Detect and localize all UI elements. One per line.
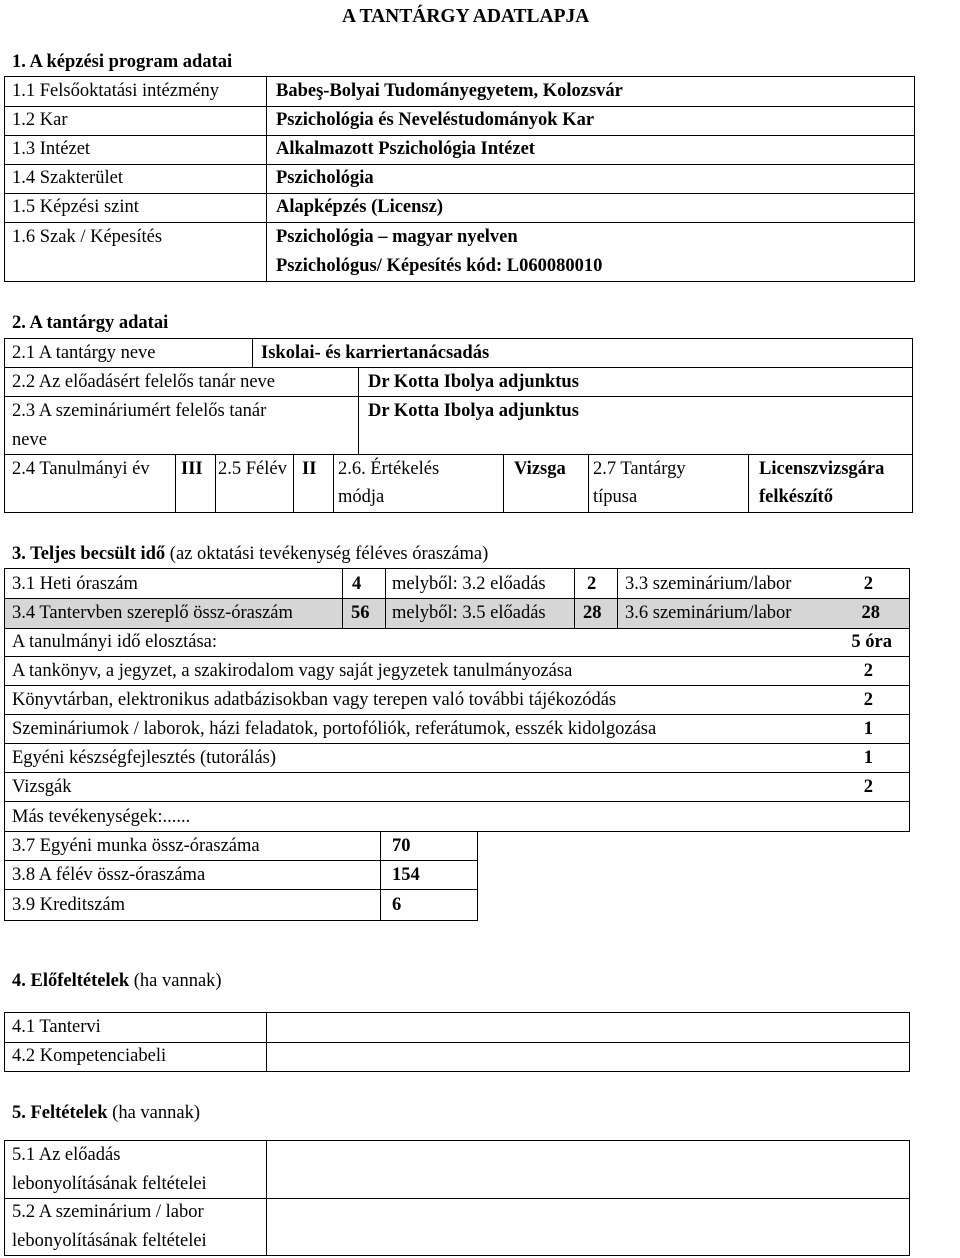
section4-heading-rest: (ha vannak)	[129, 971, 222, 991]
s3-total-hours-label: 3.4 Tantervben szereplő össz-óraszám	[12, 603, 293, 623]
s2-evaluation-value: Vizsga	[514, 459, 566, 479]
s2-subject-name-label: 2.1 A tantárgy neve	[12, 343, 156, 363]
s3-weekly-seminar-label: 3.3 szeminárium/labor	[625, 574, 792, 594]
s2-evaluation-label-2: módja	[338, 487, 385, 507]
s3-individual-hours-label: 3.7 Egyéni munka össz-óraszáma	[12, 836, 260, 856]
section2-heading: 2. A tantárgy adatai	[12, 313, 169, 333]
s3-activity-3-label: Szemináriumok / laborok, házi feladatok, portofóliók, referátumok, esszék kidolgozása	[12, 719, 657, 739]
s2-lecturer-label: 2.2 Az előadásért felelős tanár neve	[12, 372, 275, 392]
s2-semester-label-text: 2.5 Félév	[218, 460, 287, 479]
section5-heading-bold: 5. Feltételek	[12, 1103, 108, 1123]
s3-total-seminar-label: 3.6 szeminárium/labor	[625, 603, 792, 623]
s1-value-5: Alapképzés (Licensz)	[276, 197, 443, 217]
s3-weekly-hours-value: 4	[352, 574, 362, 594]
s2-type-label-2: típusa	[593, 487, 638, 507]
s3-distribution-label: A tanulmányi idő elosztása:	[12, 632, 217, 652]
s3-distribution-value: 5 óra	[851, 632, 892, 652]
s3-total-seminar-value: 28	[861, 603, 880, 623]
s4-curricular-label: 4.1 Tantervi	[12, 1017, 101, 1037]
s2-study-year-value: III	[181, 459, 203, 479]
section3-heading-rest: (az oktatási tevékenység féléves óraszáma)	[165, 544, 489, 564]
s3-individual-hours-value: 70	[392, 836, 411, 856]
s4-competence-label: 4.2 Kompetenciabeli	[12, 1046, 167, 1066]
s3-activity-5-label: Vizsgák	[12, 777, 72, 797]
section4-heading-bold: 4. Előfeltételek	[12, 971, 130, 991]
s1-value-4: Pszichológia	[276, 168, 374, 188]
s1-label-4: 1.4 Szakterület	[12, 168, 123, 188]
s3-activity-4-value: 1	[863, 748, 873, 768]
s1-label-5: 1.5 Képzési szint	[12, 197, 139, 217]
s2-lecturer-value: Dr Kotta Ibolya adjunktus	[368, 372, 579, 392]
s3-activity-3-value: 1	[863, 719, 873, 739]
s2-seminar-label-1: 2.3 A szemináriumért felelős tanár	[12, 401, 267, 421]
s1-value-6: Pszichológia – magyar nyelven	[276, 227, 518, 247]
s5-seminar-label-1: 5.2 A szeminárium / labor	[12, 1202, 204, 1222]
s3-activity-2-value: 2	[863, 690, 873, 710]
s2-evaluation-label-1: 2.6. Értékelés	[338, 459, 440, 479]
s3-activity-6-label: Más tevékenységek:......	[12, 807, 191, 827]
s5-lecture-label-1: 5.1 Az előadás	[12, 1145, 121, 1165]
s2-seminar-value: Dr Kotta Ibolya adjunktus	[368, 401, 579, 421]
s3-total-hours-value: 56	[351, 603, 370, 623]
section4-heading	[12, 972, 222, 991]
s2-type-value-1: Licenszvizsgára	[759, 459, 885, 479]
s1-value-6b: Pszichológus/ Képesítés kód: L060080010	[276, 256, 603, 276]
section1-table	[4, 76, 915, 282]
s3-activity-1-label: A tankönyv, a jegyzet, a szakirodalom vagy saját jegyzetek tanulmányozása	[12, 661, 573, 681]
section3-heading	[12, 545, 488, 564]
s3-total-lecture-label: melyből: 3.5 előadás	[392, 603, 546, 623]
s2-subject-name-value: Iskolai- és karriertanácsadás	[261, 343, 490, 363]
s3-activity-1-value: 2	[863, 661, 873, 681]
section5-heading	[12, 1104, 200, 1123]
s2-type-label-1: 2.7 Tantárgy	[593, 459, 686, 479]
s3-semester-hours-label: 3.8 A félév össz-óraszáma	[12, 865, 206, 885]
s3-weekly-lecture-value: 2	[587, 574, 597, 594]
s5-lecture-label-2: lebonyolításának feltételei	[12, 1174, 207, 1194]
s3-weekly-seminar-value: 2	[863, 574, 873, 594]
s2-type-value-2: felkészítő	[759, 487, 833, 507]
s3-credits-value: 6	[392, 895, 402, 915]
s1-label-2: 1.2 Kar	[12, 110, 68, 130]
s3-weekly-hours-label: 3.1 Heti óraszám	[12, 574, 138, 594]
s1-value-2: Pszichológia és Neveléstudományok Kar	[276, 110, 595, 130]
s1-value-1: Babeş-Bolyai Tudományegyetem, Kolozsvár	[276, 81, 623, 101]
section5-heading-rest: (ha vannak)	[107, 1103, 201, 1123]
s2-study-year-label	[12, 460, 172, 479]
page-title: A TANTÁRGY ADATLAPJA	[342, 6, 590, 27]
s2-semester-label	[218, 460, 294, 479]
s3-total-lecture-value: 28	[583, 603, 602, 623]
s3-credits-label: 3.9 Kreditszám	[12, 895, 126, 915]
s2-study-year-label-text: 2.4 Tanulmányi év	[12, 460, 150, 479]
s2-seminar-label-2: neve	[12, 430, 47, 450]
s1-label-1: 1.1 Felsőoktatási intézmény	[12, 81, 220, 101]
s1-label-6: 1.6 Szak / Képesítés	[12, 227, 163, 247]
s1-label-3: 1.3 Intézet	[12, 139, 91, 159]
s3-activity-4-label: Egyéni készségfejlesztés (tutorálás)	[12, 748, 277, 768]
s2-semester-value: II	[302, 459, 317, 479]
section3-heading-bold: 3. Teljes becsült idő	[12, 544, 166, 564]
s3-activity-5-value: 2	[863, 777, 873, 797]
s3-semester-hours-value: 154	[392, 865, 420, 885]
s3-weekly-lecture-label: melyből: 3.2 előadás	[392, 574, 546, 594]
s1-value-3: Alkalmazott Pszichológia Intézet	[276, 139, 535, 159]
s3-activity-2-label: Könyvtárban, elektronikus adatbázisokban vagy terepen való további tájékozódás	[12, 690, 617, 710]
s5-seminar-label-2: lebonyolításának feltételei	[12, 1231, 207, 1251]
section1-heading: 1. A képzési program adatai	[12, 52, 233, 72]
